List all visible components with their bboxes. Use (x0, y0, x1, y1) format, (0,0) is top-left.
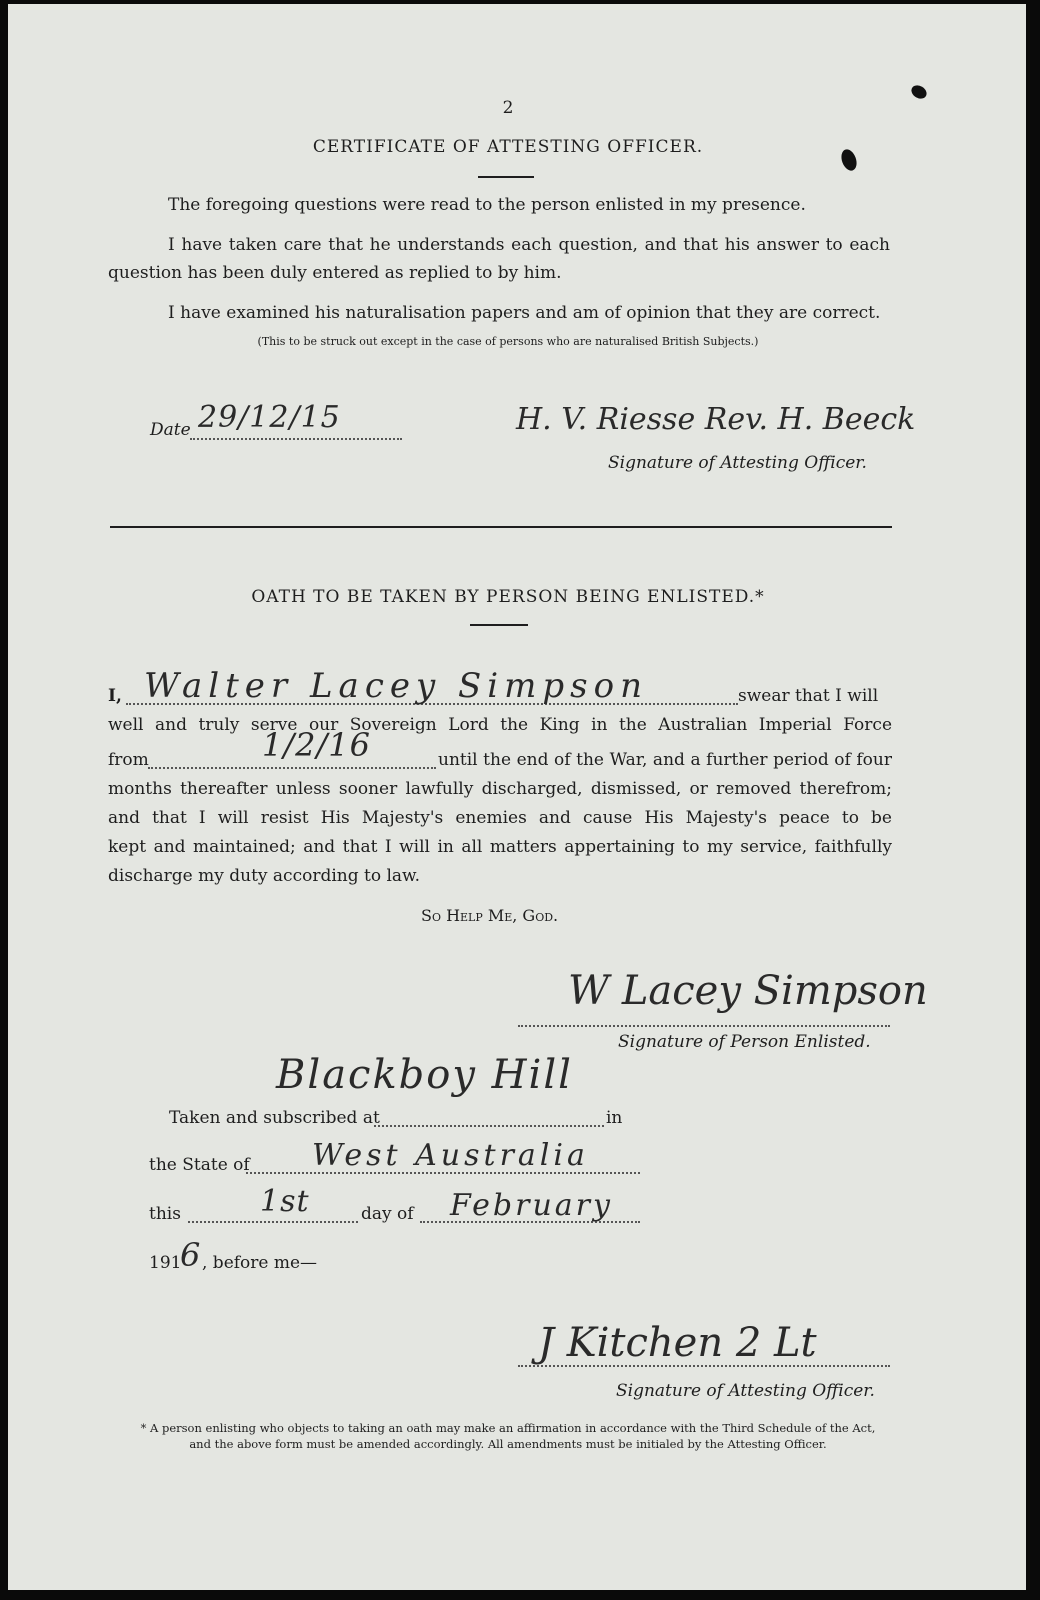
enlisted-signature-line (518, 1025, 890, 1027)
oath-heading: OATH TO BE TAKEN BY PERSON BEING ENLISTED.* (251, 587, 765, 607)
from-label: from (108, 750, 149, 770)
certificate-para-3: I have examined his naturalisation papers and am of opinion that they are correct. (168, 303, 881, 323)
enlisted-signature-caption: Signature of Person Enlisted. (618, 1032, 871, 1052)
date-value: 29/12/15 (198, 400, 341, 435)
state-label: the State of (149, 1155, 250, 1175)
oath-closing: So Help Me, God. (421, 906, 559, 925)
year-prefix: 191 (149, 1253, 182, 1273)
date-dotted-line (190, 438, 402, 440)
place-value: Blackboy Hill (276, 1052, 573, 1098)
attestation-page (8, 4, 1026, 1590)
cert-signature-caption: Signature of Attesting Officer. (608, 453, 867, 473)
enlistee-name: Walter Lacey Simpson (144, 666, 648, 706)
certificate-para-2-line-2: question has been duly entered as replied to by him. (108, 263, 562, 283)
place-dotted-line (374, 1125, 604, 1127)
month-value: February (450, 1188, 613, 1223)
this-label: this (149, 1204, 181, 1224)
enlisted-signature: W Lacey Simpson (568, 968, 928, 1014)
footnote-line-1: * A person enlisting who objects to taking an oath may make an affirmation in accordance with the Third Schedule of the Act, (140, 1421, 876, 1435)
cert-officer-signature: H. V. Riesse Rev. H. Beeck (516, 402, 916, 437)
oath-line-5: and that I will resist His Majesty's enemies and cause His Majesty's peace to be (108, 808, 892, 828)
officer-signature-caption: Signature of Attesting Officer. (616, 1381, 875, 1401)
oath-line-6: kept and maintained; and that I will in all matters appertaining to my service, faithfully (108, 837, 892, 857)
oath-heading-rule (470, 624, 528, 626)
footnote-line-2: and the above form must be amended accordingly. All amendments must be initialed by the Attesting Officer. (189, 1437, 827, 1451)
date-label: Date (150, 420, 191, 440)
oath-line-2: well and truly serve our Sovereign Lord the King in the Australian Imperial Force (108, 715, 892, 735)
oath-line-1-end: swear that I will (738, 686, 879, 706)
state-value: West Australia (312, 1138, 589, 1173)
day-value: 1st (260, 1184, 310, 1219)
day-dotted-line (188, 1221, 358, 1223)
naturalisation-note: (This to be struck out except in the case of persons who are naturalised British Subjects.) (257, 335, 759, 348)
certificate-heading: CERTIFICATE OF ATTESTING OFFICER. (312, 137, 704, 157)
year-digit: 6 (180, 1236, 202, 1274)
certificate-para-2-line-1: I have taken care that he understands each question, and that his answer to each (168, 235, 890, 255)
taken-subscribed-label: Taken and subscribed at (169, 1108, 380, 1128)
before-me-label: , before me— (202, 1253, 318, 1273)
section-divider (110, 526, 892, 528)
oath-i-label: I, (108, 686, 122, 706)
in-label: in (606, 1108, 623, 1128)
oath-line-4: months thereafter unless sooner lawfully discharged, dismissed, or removed therefrom; (108, 779, 892, 799)
page-number: 2 (502, 98, 514, 118)
day-of-label: day of (361, 1204, 414, 1224)
certificate-para-1: The foregoing questions were read to the person enlisted in my presence. (168, 195, 806, 215)
enlistment-date: 1/2/16 (262, 726, 371, 764)
heading-rule (478, 176, 534, 178)
officer-signature: J Kitchen 2 Lt (538, 1320, 817, 1366)
oath-line-7: discharge my duty according to law. (108, 866, 420, 886)
from-dotted-line (148, 767, 436, 769)
oath-line-3-end: until the end of the War, and a further period of four (438, 750, 892, 770)
